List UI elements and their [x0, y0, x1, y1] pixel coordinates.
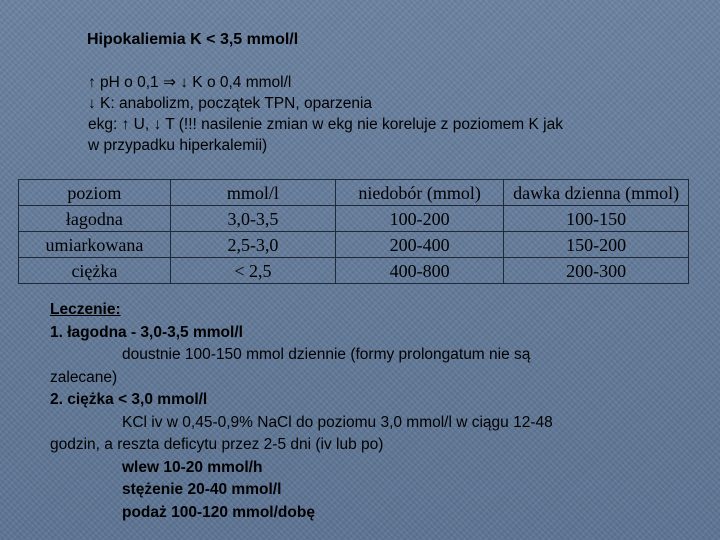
table-row — [19, 232, 689, 258]
table-cell: < 2,5 — [170, 258, 335, 284]
treatment-mild-title: 1. łagodna - 3,0-3,5 mmol/l — [50, 323, 243, 341]
intro-line-hyperkalemia: w przypadku hiperkalemii) — [88, 137, 268, 154]
intro-block — [88, 72, 688, 156]
treatment-heading: Leczenie: — [50, 301, 121, 318]
treatment-daily-supply: podaż 100-120 mmol/dobę — [122, 503, 315, 521]
column-header: mmol/l — [170, 180, 335, 206]
intro-line-causes: ↓ K: anabolizm, początek TPN, oparzenia — [88, 95, 373, 112]
table-cell: 100-150 — [504, 206, 689, 232]
table-cell: 200-300 — [504, 258, 689, 284]
treatment-severe-text-cont: godzin, a reszta deficytu przez 2-5 dni (iv lub po) — [50, 436, 384, 453]
intro-line-ekg: ekg: ↑ U, ↓ T (!!! nasilenie zmian w ekg nie koreluje z poziomem K jak — [88, 116, 563, 133]
severity-table — [18, 179, 689, 282]
column-header: niedobór (mmol) — [336, 180, 504, 206]
table-cell: 200-400 — [336, 232, 504, 258]
table-cell: 3,0-3,5 — [170, 206, 335, 232]
column-header: poziom — [19, 180, 171, 206]
table-cell: 2,5-3,0 — [170, 232, 335, 258]
table-header-row — [19, 180, 689, 206]
treatment-concentration: stężenie 20-40 mmol/l — [122, 481, 282, 498]
table-row — [19, 206, 689, 232]
table-row — [19, 258, 689, 284]
treatment-severe-title: 2. ciężka < 3,0 mmol/l — [50, 391, 208, 408]
table-cell: ciężka — [19, 258, 171, 284]
treatment-severe-text: KCl iv w 0,45-0,9% NaCl do poziomu 3,0 mmol/l w ciągu 12-48 — [122, 413, 553, 431]
treatment-section — [50, 299, 690, 524]
table-cell: 150-200 — [504, 232, 689, 258]
table-cell: łagodna — [19, 206, 171, 232]
table-cell: 400-800 — [336, 258, 504, 284]
treatment-mild-text-cont: zalecane) — [50, 368, 118, 386]
table-cell: 100-200 — [336, 206, 504, 232]
table-cell: umiarkowana — [19, 232, 171, 258]
page-title: Hipokaliemia K < 3,5 mmol/l — [87, 31, 299, 48]
column-header: dawka dzienna (mmol) — [504, 180, 689, 206]
treatment-mild-text: doustnie 100-150 mmol dziennie (formy prolongatum nie są — [122, 346, 531, 363]
treatment-infusion-rate: wlew 10-20 mmol/h — [122, 458, 263, 476]
intro-line-ph: ↑ pH o 0,1 ⇒ ↓ K o 0,4 mmol/l — [88, 74, 292, 91]
